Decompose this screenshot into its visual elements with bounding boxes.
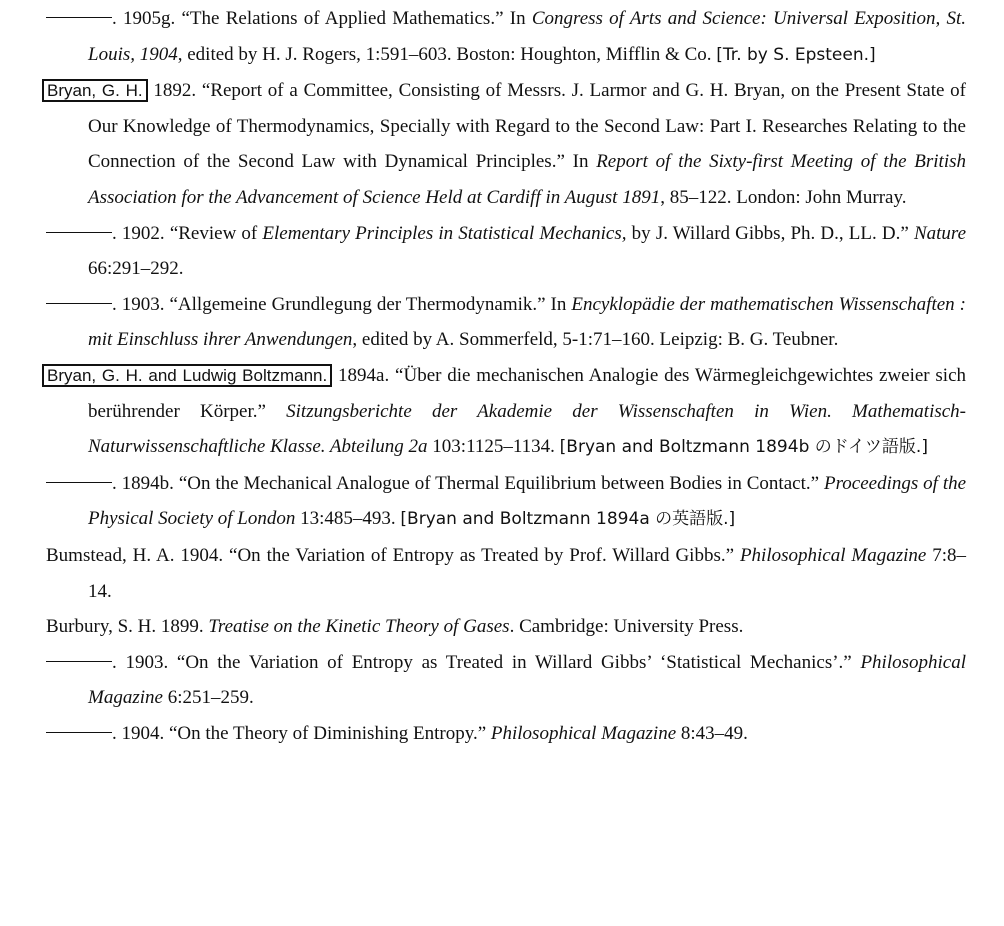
entry-author: Burbury, S. H. xyxy=(46,616,157,638)
entry-note: [Bryan and Boltzmann 1894a の英語版.] xyxy=(400,509,736,530)
entry-author: Bumstead, H. A. xyxy=(46,544,175,566)
entry-details: 103:1125–1134. xyxy=(432,436,555,458)
entry-venue: Congress of Arts and Science: Universal Exposition, St. Louis, 1904 xyxy=(88,8,967,65)
entry-venue-2: Nature xyxy=(913,222,967,244)
entry-note: [Bryan and Boltzmann 1894b のドイツ語版.] xyxy=(559,437,928,458)
repeat-author-dash xyxy=(46,482,112,483)
entry-title: “The Relations of Applied Mathematics.” In xyxy=(181,8,526,29)
entry-title: “Review of xyxy=(169,222,258,244)
entry-venue: Proceedings of the Physical Society of London xyxy=(88,472,967,530)
repeat-author-dash xyxy=(46,303,112,304)
entry-title: “On the Variation of Entropy as Treated by Prof. Willard Gibbs.” xyxy=(229,544,735,566)
entry-venue: Philosophical Magazine xyxy=(490,722,677,744)
entry-year: 1892. xyxy=(153,80,197,102)
entry-venue: Philosophical Magazine xyxy=(88,651,967,709)
reference-entry xyxy=(47,358,967,466)
entry-year: . 1905g. xyxy=(112,8,176,29)
entry-details: , 85–122. London: John Murray. xyxy=(660,186,907,208)
entry-title: “Allgemeine Grundlegung der Thermodynamik.” In xyxy=(169,293,567,315)
entry-year: 1894a. xyxy=(338,364,390,386)
entry-details: 7:8–14. xyxy=(88,544,967,602)
entry-venue: Report of the Sixty-first Meeting of the British Association for the Advancement of Science Held at Cardiff in August 1891 xyxy=(88,151,966,208)
highlighted-author: Bryan, G. H. and Ludwig Boltzmann. xyxy=(42,364,332,387)
repeat-author-dash xyxy=(46,232,112,233)
entry-details: 8:43–49. xyxy=(680,722,748,744)
entry-venue: Philosophical Magazine xyxy=(739,544,927,566)
entry-title: Treatise on the Kinetic Theory of Gases xyxy=(208,616,510,638)
entry-details: , edited by A. Sommerfeld, 5-1:71–160. Leipzig: B. G. Teubner. xyxy=(352,329,839,351)
reference-entry xyxy=(88,466,966,538)
repeat-author-dash xyxy=(46,17,112,18)
entry-venue: Sitzungsberichte der Akademie der Wissenschaften in Wien. Mathematisch-Naturwissenschaftliche Klasse. Abteilung 2a xyxy=(88,400,967,458)
entry-details: , edited by H. J. Rogers, 1:591–603. Boston: Houghton, Mifflin & Co. xyxy=(177,43,712,65)
reference-entry xyxy=(88,216,966,287)
reference-entry xyxy=(88,287,966,358)
entry-venue: Encyklopädie der mathematischen Wissenschaften : mit Einschluss ihrer Anwendungen xyxy=(88,293,966,351)
reference-entry xyxy=(88,645,966,716)
reference-entry xyxy=(46,609,966,645)
entry-title: “On the Theory of Diminishing Entropy.” xyxy=(169,722,487,744)
reference-entry xyxy=(88,716,966,752)
entry-year: 1899. xyxy=(160,616,204,638)
entry-details: by J. Willard Gibbs, Ph. D., LL. D.” xyxy=(631,222,909,244)
entry-year: . 1902. xyxy=(112,222,165,244)
reference-entry xyxy=(88,1,966,73)
entry-year: . 1903. xyxy=(112,651,169,673)
entry-details: 13:485–493. xyxy=(300,508,396,530)
repeat-author-dash xyxy=(46,661,112,662)
repeat-author-dash xyxy=(46,732,112,733)
entry-title: “Über die mechanischen Analogie des Wärmegleichgewichtes zweier sich berührender Körper.” xyxy=(88,364,967,422)
entry-year: . 1903. xyxy=(112,293,165,315)
highlighted-author: Bryan, G. H. xyxy=(42,79,148,102)
entry-note: [Tr. by S. Epsteen.] xyxy=(716,44,876,65)
entry-venue: Elementary Principles in Statistical Mechanics, xyxy=(262,222,627,244)
entry-title: “On the Mechanical Analogue of Thermal Equilibrium between Bodies in Contact.” xyxy=(178,472,820,494)
entry-year: . 1904. xyxy=(112,722,165,744)
entry-year: 1904. xyxy=(180,544,224,566)
entry-year: . 1894b. xyxy=(112,472,174,494)
entry-title: “On the Variation of Entropy as Treated in Willard Gibbs’ ‘Statistical Mechanics’.” xyxy=(176,651,852,673)
reference-entry xyxy=(46,538,967,609)
entry-details-2: 66:291–292. xyxy=(88,258,184,280)
entry-details: 6:251–259. xyxy=(167,687,254,709)
entry-title: “Report of a Committee, Consisting of Messrs. J. Larmor and G. H. Bryan, on the Present State of Our Knowledge of Thermodynamics, Specially with Regard to the Second Law: Part I. Researches Relating to the Connection of the Second Law with Dynamical Principles.” In xyxy=(88,80,967,173)
entry-details: . Cambridge: University Press. xyxy=(509,616,744,638)
reference-entry xyxy=(47,73,967,215)
